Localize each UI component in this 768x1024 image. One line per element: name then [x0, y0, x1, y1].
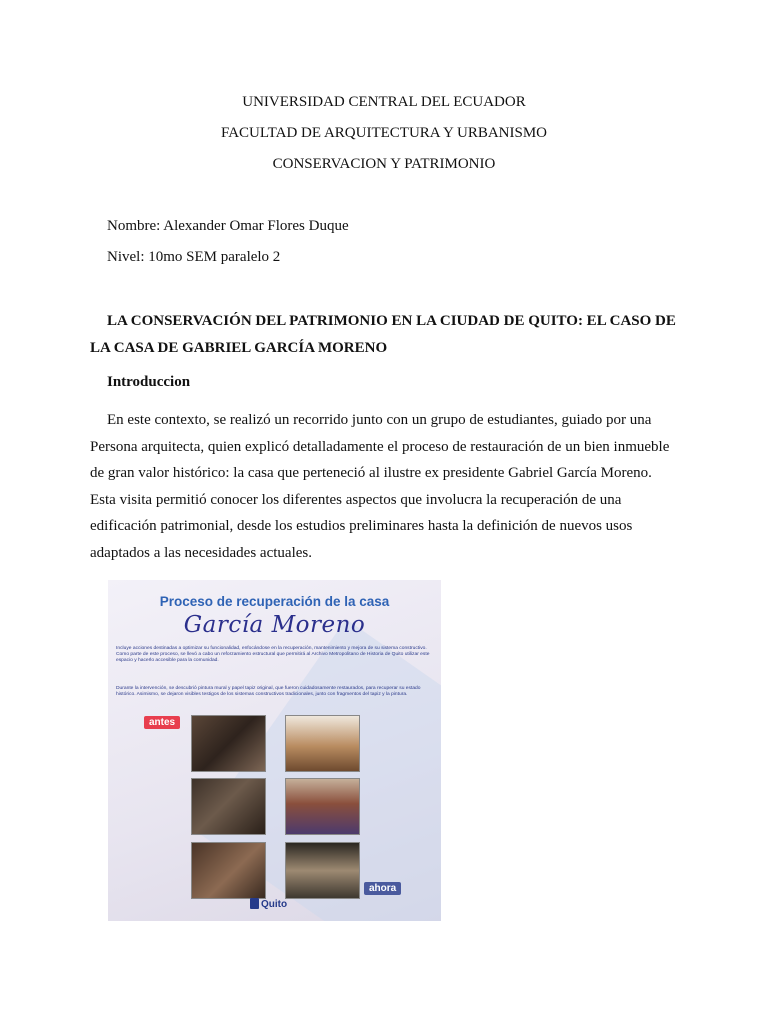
university-name: UNIVERSIDAD CENTRAL DEL ECUADOR [242, 94, 526, 110]
document-title: LA CONSERVACIÓN DEL PATRIMONIO EN LA CIUDAD DE QUITO: EL CASO DE LA CASA DE GABRIEL GARCÍA MORENO [90, 313, 676, 356]
subject-name: CONSERVACION Y PATRIMONIO [272, 156, 496, 172]
quito-logo [250, 898, 287, 910]
quito-logo-text: Quito [261, 899, 288, 910]
poster-heading: Proceso de recuperación de la casa [159, 594, 390, 609]
photo-before-3 [191, 842, 266, 899]
photo-after-3 [285, 842, 360, 899]
faculty-name: FACULTAD DE ARQUITECTURA Y URBANISMO [220, 125, 548, 141]
poster-text-2: Durante la intervención, se descubrió pintura mural y papel tapiz original, que fueron cuidadosamente restaurados, para recuperar su estado histórico. Asimismo, se dejaron visibles testigos de los sistemas constructivos tradicionales, junto con fragmentos del tapiz y la pintura. [116, 686, 421, 698]
intro-heading: Introduccion [107, 374, 191, 390]
photo-after-2 [285, 778, 360, 835]
photo-before-2 [191, 778, 266, 835]
student-name: Nombre: Alexander Omar Flores Duque [107, 218, 349, 234]
badge-after: ahora [364, 882, 401, 895]
poster-photo [108, 580, 441, 921]
student-level: Nivel: 10mo SEM paralelo 2 [107, 249, 281, 265]
photo-after-1 [285, 715, 360, 772]
poster-script-title: García Moreno [183, 612, 366, 638]
badge-before: antes [144, 716, 180, 729]
quito-logo-icon [250, 898, 259, 909]
intro-paragraph: En este contexto, se realizó un recorrido junto con un grupo de estudiantes, guiado por una Persona arquitecta, quien explicó detalladamente el proceso de restauración de un bien inmueble de gran valor histórico: la casa que perteneció al ilustre ex presidente Gabriel García Moreno. Esta visita permitió conocer los diferentes aspectos que involucra la recuperación de una edificación patrimonial, desde los estudios preliminares hasta la definición de nuevos usos adaptados a las necesidades actuales. [90, 412, 670, 561]
poster-text-1: Incluye acciones destinadas a optimizar su funcionalidad, enfocándose en la recuperación, mantenimiento y mejora de su sistema constructivo. Como parte de este proceso, se llevó a cabo un reforzamiento estructural que permitirá al Archivo Metropolitano de Historia de Quito utilizar este espacio y hacerlo accesible para la comunidad. [116, 646, 430, 664]
photo-before-1 [191, 715, 266, 772]
